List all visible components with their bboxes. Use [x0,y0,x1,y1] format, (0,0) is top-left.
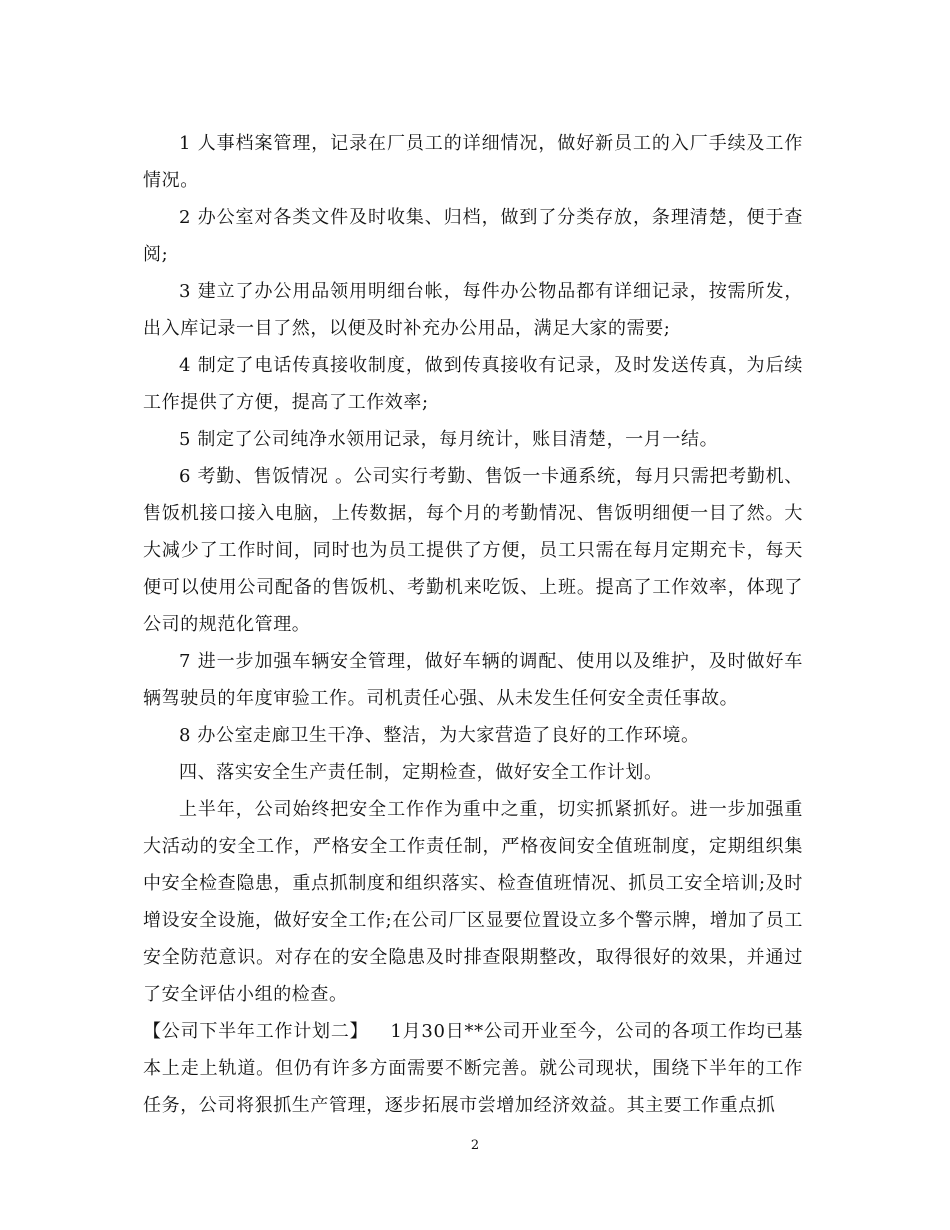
paragraph-2: 2 办公室对各类文件及时收集、归档，做到了分类存放，条理清楚，便于查阅; [143,207,803,265]
section-text: 1月30日**公司开业至今，公司的各项工作均已基本上走上轨道。但仍有许多方面需要不断完善。就公司现状，围绕下半年的工作任务，公司将狠抓生产管理，逐步拓展市尝增加经济效益。其主要工作重点抓 [143,1021,803,1116]
document-body [143,125,803,1124]
paragraph-8: 8 办公室走廊卫生干净、整洁，为大家营造了良好的工作环境。 [179,725,700,746]
section-tag: 【公司下半年工作计划二】 [143,1021,369,1042]
paragraph-5: 5 制定了公司纯净水领用记录，每月统计，账目清楚，一月一结。 [179,429,719,450]
page-number: 2 [470,1138,480,1153]
paragraph-4: 4 制定了电话传真接收制度，做到传真接收有记录，及时发送传真，为后续工作提供了方便，提高了工作效率; [143,355,803,413]
section-two-paragraph [143,1013,803,1124]
paragraph-7: 7 进一步加强车辆安全管理，做好车辆的调配、使用以及维护，及时做好车辆驾驶员的年度审验工作。司机责任心强、从未发生任何安全责任事故。 [143,651,803,709]
paragraph-3: 3 建立了办公用品领用明细台帐，每件办公物品都有详细记录，按需所发，出入库记录一目了然，以便及时补充办公用品，满足大家的需要; [143,281,803,339]
paragraph-1: 1 人事档案管理，记录在厂员工的详细情况，做好新员工的入厂手续及工作情况。 [143,133,803,191]
section-heading-safety: 四、落实安全生产责任制，定期检查，做好安全工作计划。 [179,762,663,783]
paragraph-safety: 上半年，公司始终把安全工作作为重中之重，切实抓紧抓好。进一步加强重大活动的安全工作，严格安全工作责任制，严格夜间安全值班制度，定期组织集中安全检查隐患，重点抓制度和组织落实、检查值班情况、抓员工安全培训;及时增设安全设施，做好安全工作;在公司厂区显要位置设立多个警示牌，增加了员工安全防范意识。对存在的安全隐患及时排查限期整改，取得很好的效果，并通过了安全评估小组的检查。 [143,799,803,1005]
paragraph-6: 6 考勤、售饭情况 。公司实行考勤、售饭一卡通系统，每月只需把考勤机、售饭机接口接入电脑，上传数据，每个月的考勤情况、售饭明细便一目了然。大大减少了工作时间，同时也为员工提供了方便，员工只需在每月定期充卡，每天便可以使用公司配备的售饭机、考勤机来吃饭、上班。提高了工作效率，体现了公司的规范化管理。 [143,466,803,635]
